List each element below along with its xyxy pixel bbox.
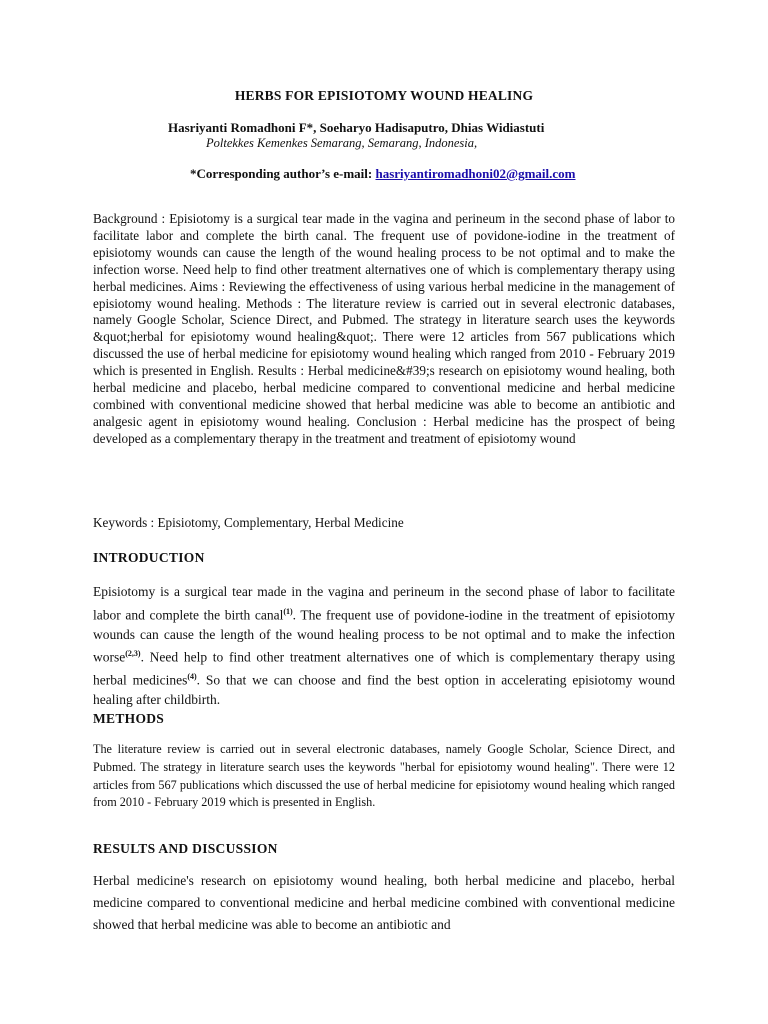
- intro-text-2: . The frequent use of povidone-iodine in the treatment of episiotomy wounds can cause the length of the wound healing process to be not optimal and to make the infection worse: [93, 607, 675, 665]
- results-heading: RESULTS AND DISCUSSION: [93, 841, 278, 856]
- author-email-link[interactable]: hasriyantiromadhoni02@gmail.com: [375, 166, 576, 181]
- intro-text-4: . So that we can choose and find the best option in accelerating episiotomy wound healing after childbirth.: [93, 672, 675, 707]
- paper-title: HERBS FOR EPISIOTOMY WOUND HEALING: [234, 88, 534, 103]
- citation-1: (1): [283, 606, 293, 616]
- affiliation: Poltekkes Kemenkes Semarang, Semarang, Indonesia,: [206, 136, 478, 150]
- corresponding-label: *Corresponding author’s e-mail:: [190, 166, 376, 181]
- citation-2: (2,3): [125, 649, 141, 658]
- methods-heading: METHODS: [93, 711, 165, 726]
- citation-3: (4): [187, 672, 197, 681]
- intro-text-1: Episiotomy is a surgical tear made in the vagina and perineum in the second phase of labor to facilitate labor and complete the birth canal: [93, 584, 675, 622]
- author-list: Hasriyanti Romadhoni F*, Soeharyo Hadisaputro, Dhias Widiastuti: [168, 120, 545, 135]
- introduction-paragraph: [93, 582, 675, 710]
- methods-paragraph: The literature review is carried out in several electronic databases, namely Google Scholar, Science Direct, and Pubmed. The strategy in literature search uses the keywords "herbal for episiotomy wound healing". There were 12 articles from 567 publications which discussed the use of herbal medicine for episiotomy wound healing which ranged from 2010 - February 2019 which is presented in English.: [93, 742, 675, 810]
- keywords-line: Keywords : Episiotomy, Complementary, Herbal Medicine: [93, 515, 404, 530]
- introduction-heading: INTRODUCTION: [93, 550, 205, 565]
- corresponding-author: [190, 166, 576, 182]
- abstract-paragraph: Background : Episiotomy is a surgical tear made in the vagina and perineum in the second phase of labor to facilitate labor and complete the birth canal. The frequent use of povidone-iodine in the treatment of episiotomy wounds can cause the length of the wound healing process to be not optimal and to make the infection worse. Need help to find other treatment alternatives one of which is complementary therapy using herbal medicines. Aims : Reviewing the effectiveness of using various herbal medicine in the management of episiotomy wound healing. Methods : The literature review is carried out in several electronic databases, namely Google Scholar, Science Direct, and Pubmed. The strategy in literature search uses the keywords &quot;herbal for episiotomy wound healing&quot;. There were 12 articles from 567 publications which discussed the use of herbal medicine for episiotomy wound healing which ranged from 2010 - February 2019 which is presented in English. Results : Herbal medicine&#39;s research on episiotomy wound healing, both herbal medicine and placebo, herbal medicine compared to conventional medicine and herbal medicine combined with conventional medicine showed that herbal medicine was able to become an antibiotic and analgesic agent in episiotomy wound healing. Conclusion : Herbal medicine has the prospect of being developed as a complementary therapy in the treatment and treatment of episiotomy wound: [93, 211, 675, 446]
- intro-text-3: . Need help to find other treatment alternatives one of which is complementary therapy using herbal medicines: [93, 649, 675, 688]
- results-paragraph: Herbal medicine's research on episiotomy wound healing, both herbal medicine and placebo, herbal medicine compared to conventional medicine and herbal medicine combined with conventional medicine showed that herbal medicine was able to become an antibiotic and: [93, 873, 675, 932]
